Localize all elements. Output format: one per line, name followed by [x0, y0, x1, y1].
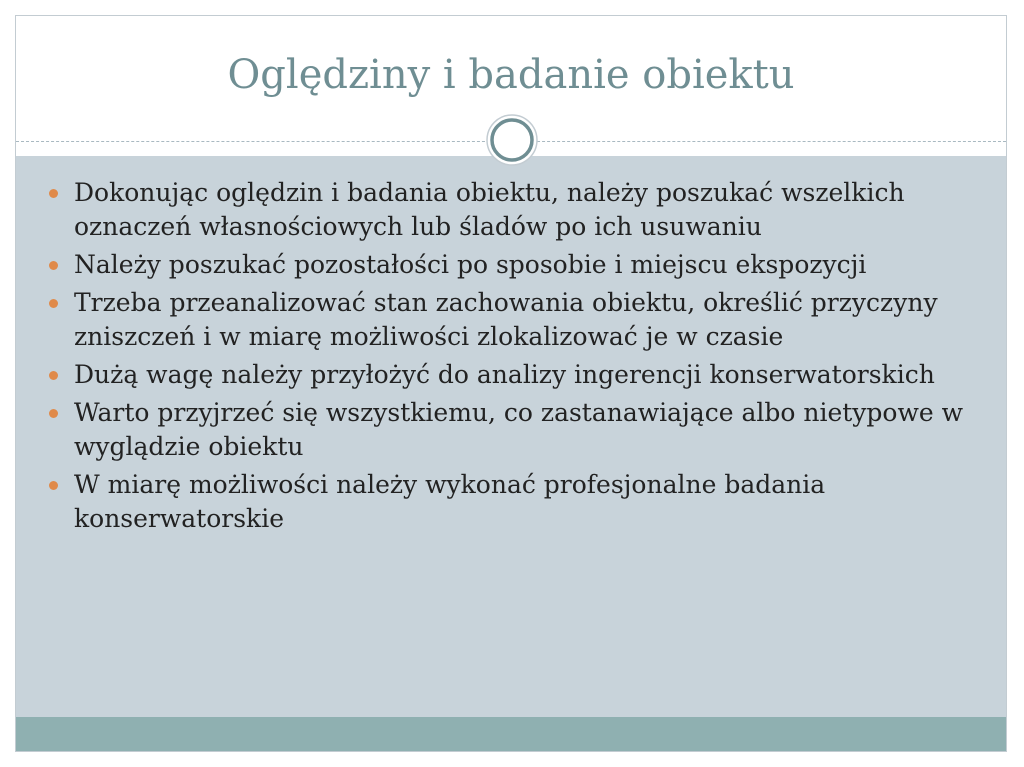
bullet-dot — [49, 261, 58, 270]
bullet-dot — [49, 299, 58, 308]
list-item — [46, 286, 986, 354]
bullet-dot — [49, 409, 58, 418]
bullet-dot — [49, 371, 58, 380]
footer-band — [16, 717, 1006, 752]
list-item — [46, 468, 986, 536]
double-ring-icon — [485, 113, 539, 167]
bullet-text: W miarę możliwości należy wykonać profesjonalne badania konserwatorskie — [74, 470, 826, 533]
bullet-dot — [49, 189, 58, 198]
bullet-text: Trzeba przeanalizować stan zachowania obiektu, określić przyczyny zniszczeń i w miarę możliwości zlokalizować je w czasie — [74, 288, 938, 351]
bullet-text: Należy poszukać pozostałości po sposobie i miejscu ekspozycji — [74, 250, 867, 279]
bullet-text: Warto przyjrzeć się wszystkiemu, co zastanawiające albo nietypowe w wyglądzie obiektu — [74, 398, 964, 461]
slide-frame — [15, 15, 1007, 752]
list-item — [46, 396, 986, 464]
bullet-text: Dokonując oględzin i badania obiektu, należy poszukać wszelkich oznaczeń własnościowych lub śladów po ich usuwaniu — [74, 178, 905, 241]
bullet-text: Dużą wagę należy przyłożyć do analizy ingerencji konserwatorskich — [74, 360, 935, 389]
bullet-list — [46, 176, 986, 540]
list-item — [46, 248, 986, 282]
list-item — [46, 176, 986, 244]
list-item — [46, 358, 986, 392]
bullet-dot — [49, 481, 58, 490]
slide-title: Oględziny i badanie obiektu — [227, 52, 795, 98]
